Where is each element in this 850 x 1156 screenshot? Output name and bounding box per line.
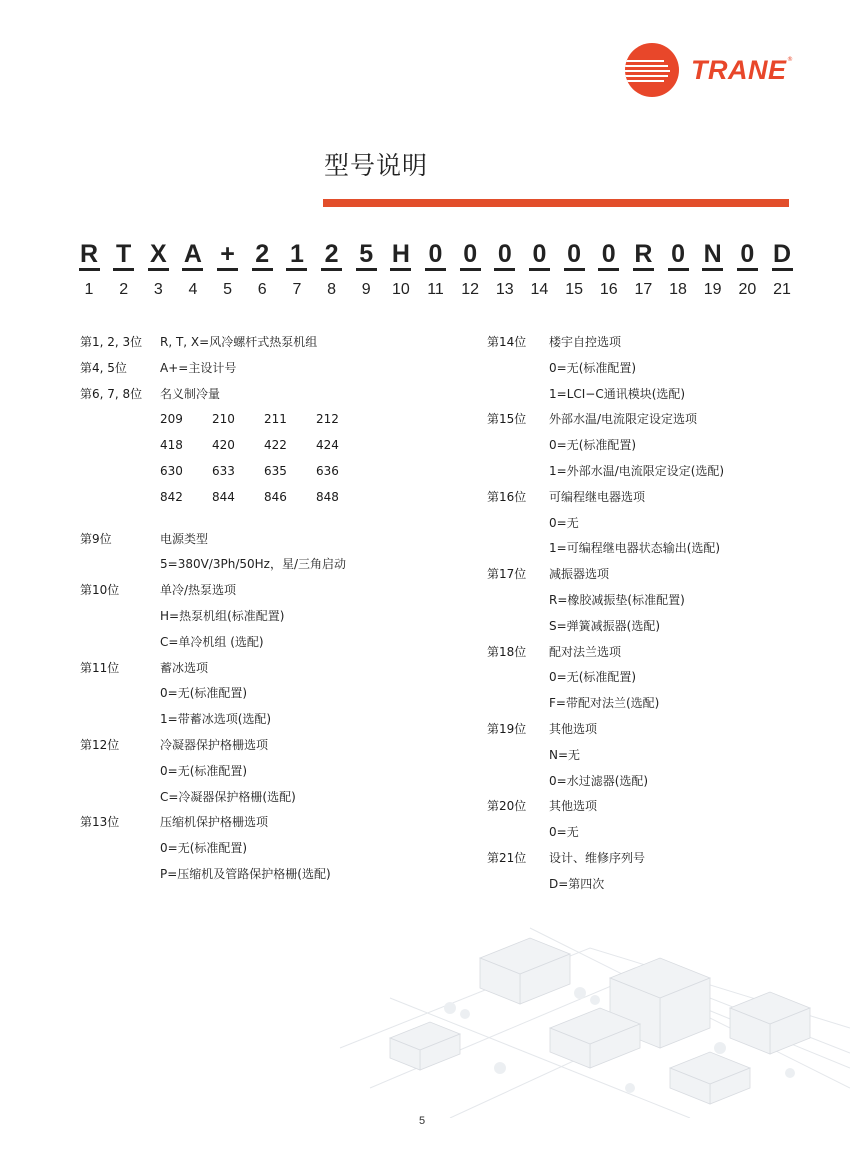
model-code-char: R xyxy=(79,240,99,268)
capacity-table xyxy=(160,407,460,510)
model-code-char: N xyxy=(703,240,722,268)
option-line: 1=带蓄冰选项(选配) xyxy=(160,712,272,727)
capacity-row xyxy=(160,433,460,459)
option-line: 0=无(标准配置) xyxy=(160,841,248,856)
model-code-char: A xyxy=(183,240,202,268)
model-code-underline xyxy=(356,268,377,271)
spec-entry xyxy=(80,733,460,810)
position-label: 第18位 xyxy=(487,644,527,659)
model-code-char: 1 xyxy=(289,240,304,268)
model-code-char: 0 xyxy=(740,240,755,268)
position-number: 3 xyxy=(153,281,163,298)
capacity-value: 211 xyxy=(264,412,287,427)
model-code-underline xyxy=(494,268,515,271)
model-code-underline xyxy=(772,268,793,271)
option-line: 0=无(标准配置) xyxy=(549,438,637,453)
option-line: A+=主设计号 xyxy=(160,360,237,375)
model-code-underline xyxy=(113,268,134,271)
position-number: 7 xyxy=(292,281,302,298)
capacity-value: 209 xyxy=(160,412,183,427)
option-line: 0=无 xyxy=(549,515,579,530)
capacity-value: 635 xyxy=(264,463,287,478)
position-label: 第4, 5位 xyxy=(80,360,127,375)
logo-wordmark: TRANE xyxy=(691,55,787,85)
option-line: 0=无(标准配置) xyxy=(549,670,637,685)
spec-entry xyxy=(80,656,460,733)
option-line: 楼宇自控选项 xyxy=(549,335,622,349)
position-number: 1 xyxy=(84,281,94,298)
position-label: 第21位 xyxy=(487,850,527,865)
model-code-underline xyxy=(529,268,550,271)
position-number: 11 xyxy=(427,281,444,298)
position-number: 10 xyxy=(391,281,410,298)
option-line: 其他选项 xyxy=(549,721,598,736)
position-label: 第14位 xyxy=(487,335,527,349)
model-code-underline xyxy=(321,268,342,271)
option-line: 可编程继电器选项 xyxy=(549,489,646,504)
model-code-char: D xyxy=(772,240,792,268)
model-code-underline xyxy=(598,268,619,271)
model-code-char: X xyxy=(149,240,167,268)
model-code-char: 0 xyxy=(567,240,582,268)
position-label: 第19位 xyxy=(487,721,527,736)
model-code-underline xyxy=(217,268,238,271)
position-number: 20 xyxy=(738,281,757,298)
option-line: 单冷/热泵选项 xyxy=(160,583,237,598)
model-code-underline xyxy=(737,268,758,271)
position-label: 第1, 2, 3位 xyxy=(80,335,143,349)
spec-entry xyxy=(487,330,817,407)
page-title: 型号说明 xyxy=(324,151,429,180)
option-line: D=第四次 xyxy=(549,876,605,891)
model-code-underline xyxy=(460,268,481,271)
option-line: 设计、维修序列号 xyxy=(549,850,646,865)
option-line: 配对法兰选项 xyxy=(549,644,622,659)
spec-entry xyxy=(80,356,460,382)
spec-entry xyxy=(80,578,460,655)
model-code-char: H xyxy=(391,240,410,268)
model-code-char: 2 xyxy=(324,240,339,268)
model-code-char: 5 xyxy=(359,240,374,268)
option-line: 1=LCI−C通讯模块(选配) xyxy=(549,386,686,401)
option-line: 蓄冰选项 xyxy=(160,660,209,675)
model-code-underline xyxy=(668,268,689,271)
option-line: 0=水过滤器(选配) xyxy=(549,773,649,788)
model-code-char: 0 xyxy=(428,240,443,268)
capacity-value: 210 xyxy=(212,412,235,427)
capacity-value: 422 xyxy=(264,438,287,453)
option-line: 其他选项 xyxy=(549,799,598,814)
model-code-underline xyxy=(702,268,723,271)
spec-entry xyxy=(487,794,817,846)
capacity-value: 418 xyxy=(160,438,183,453)
position-number: 16 xyxy=(599,281,618,298)
title-accent-bar xyxy=(323,199,789,207)
spec-column-left xyxy=(80,330,460,888)
position-number: 6 xyxy=(257,281,267,298)
option-line: 0=无(标准配置) xyxy=(160,686,248,701)
position-number: 19 xyxy=(703,281,722,298)
model-code-underline xyxy=(564,268,585,271)
position-label: 第9位 xyxy=(80,531,112,546)
logo-registered-mark: ® xyxy=(787,56,793,63)
model-code-underline xyxy=(148,268,169,271)
spec-column-right xyxy=(487,330,817,898)
option-line: 名义制冷量 xyxy=(160,386,221,401)
option-line: 0=无(标准配置) xyxy=(160,763,248,778)
option-line: N=无 xyxy=(549,747,581,762)
model-code-underline xyxy=(252,268,273,271)
spec-entry xyxy=(487,562,817,639)
spec-entry xyxy=(487,485,817,562)
model-code-char: 0 xyxy=(671,240,685,268)
position-label: 第12位 xyxy=(80,737,120,752)
model-code-row xyxy=(72,240,796,270)
spec-entry xyxy=(487,717,817,794)
option-line: C=单冷机组 (选配) xyxy=(160,634,264,649)
position-label: 第11位 xyxy=(80,660,120,675)
position-number: 13 xyxy=(495,281,514,298)
model-code-char: 0 xyxy=(532,240,547,268)
position-number: 15 xyxy=(565,281,583,298)
position-label: 第17位 xyxy=(487,567,527,582)
position-number: 18 xyxy=(669,281,687,298)
option-line: 冷凝器保护格栅选项 xyxy=(160,737,269,752)
model-code-underline xyxy=(390,268,411,271)
option-line: 0=无(标准配置) xyxy=(549,360,637,375)
capacity-value: 420 xyxy=(212,438,235,453)
position-label: 第13位 xyxy=(80,815,120,830)
position-number: 14 xyxy=(530,281,549,298)
position-number: 9 xyxy=(361,281,371,298)
option-line: R, T, X=风冷螺杆式热泵机组 xyxy=(160,335,318,349)
position-number: 12 xyxy=(461,281,480,298)
option-line: 0=无 xyxy=(549,825,579,840)
option-line: C=冷凝器保护格栅(选配) xyxy=(160,789,296,804)
capacity-row xyxy=(160,459,460,485)
capacity-value: 212 xyxy=(316,412,339,427)
spec-entry xyxy=(80,810,460,887)
position-number-row xyxy=(72,280,796,300)
spec-entry xyxy=(487,640,817,717)
position-number: 8 xyxy=(327,281,336,298)
option-line: P=压缩机及管路保护格栅(选配) xyxy=(160,866,331,881)
option-line: 电源类型 xyxy=(160,531,209,546)
model-code-underline xyxy=(425,268,446,271)
option-line: F=带配对法兰(选配) xyxy=(549,696,660,711)
position-label: 第10位 xyxy=(80,583,120,598)
capacity-value: 842 xyxy=(160,489,183,504)
city-illustration xyxy=(330,888,850,1118)
model-code-char: + xyxy=(220,240,235,268)
position-label: 第15位 xyxy=(487,412,527,427)
position-label: 第20位 xyxy=(487,799,527,814)
position-number: 4 xyxy=(188,281,198,298)
model-code-char: R xyxy=(634,240,653,268)
model-code-underline xyxy=(633,268,654,271)
option-line: 压缩机保护格栅选项 xyxy=(160,815,269,830)
option-line: 1=可编程继电器状态输出(选配) xyxy=(549,541,721,556)
trane-logo-mark-icon xyxy=(624,42,688,98)
position-number: 2 xyxy=(119,281,129,298)
option-line: R=橡胶减振垫(标准配置) xyxy=(549,592,685,607)
position-label: 第16位 xyxy=(487,489,527,504)
option-line: H=热泵机组(标准配置) xyxy=(160,608,285,623)
model-code-char: 2 xyxy=(255,240,270,268)
option-line: 减振器选项 xyxy=(549,567,610,582)
capacity-row xyxy=(160,407,460,433)
spec-entry xyxy=(80,382,460,408)
option-line: 1=外部水温/电流限定设定(选配) xyxy=(549,463,725,478)
position-number: 17 xyxy=(634,281,653,298)
option-line: 5=380V/3Ph/50Hz，星/三角启动 xyxy=(160,557,347,572)
capacity-value: 633 xyxy=(212,463,235,478)
option-line: 外部水温/电流限定设定选项 xyxy=(549,412,698,427)
model-code-char: 0 xyxy=(497,240,512,268)
capacity-row xyxy=(160,485,460,511)
position-label: 第6, 7, 8位 xyxy=(80,386,143,401)
model-code-underline xyxy=(286,268,307,271)
model-code-underline xyxy=(79,268,100,271)
capacity-value: 636 xyxy=(316,463,339,478)
position-number: 21 xyxy=(773,281,791,298)
capacity-value: 844 xyxy=(212,489,235,504)
capacity-value: 846 xyxy=(264,489,287,504)
spec-entry xyxy=(80,527,460,579)
spec-entry xyxy=(487,407,817,484)
position-number: 5 xyxy=(223,281,233,298)
model-code-char: T xyxy=(116,240,132,268)
page-number: 5 xyxy=(419,1115,426,1127)
spec-entry xyxy=(80,330,460,356)
capacity-value: 848 xyxy=(316,489,339,504)
model-code-char: 0 xyxy=(601,240,616,268)
option-line: S=弹簧减振器(选配) xyxy=(549,618,661,633)
model-code-underline xyxy=(182,268,203,271)
capacity-value: 630 xyxy=(160,463,183,478)
capacity-value: 424 xyxy=(316,438,339,453)
model-code-char: 0 xyxy=(463,240,478,268)
trane-logo xyxy=(624,42,794,98)
